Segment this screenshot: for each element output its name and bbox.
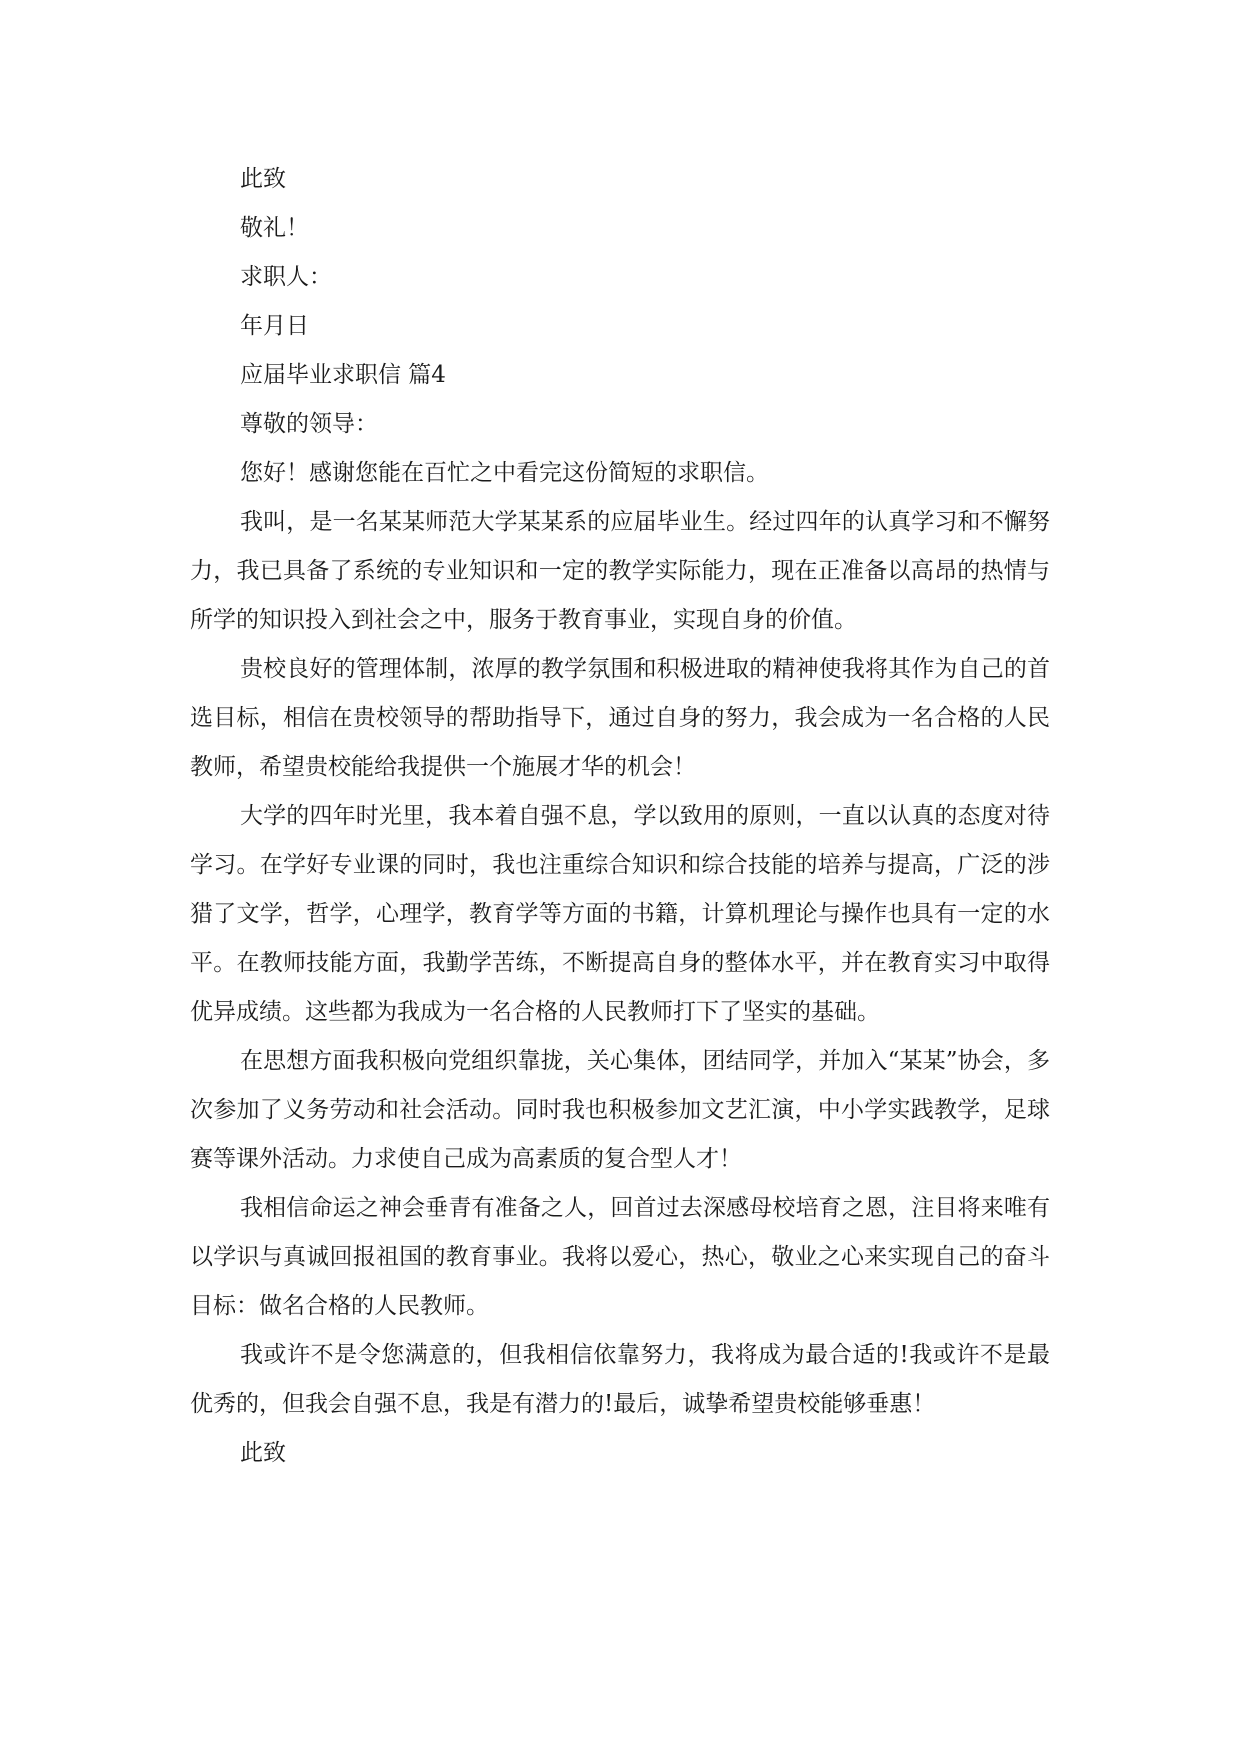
letter-body bbox=[190, 155, 1050, 1478]
greeting: 您好！感谢您能在百忙之中看完这份简短的求职信。 bbox=[240, 460, 769, 486]
salutation: 尊敬的领导： bbox=[240, 411, 378, 437]
closing-jing-li: 敬礼！ bbox=[240, 215, 309, 241]
applicant-label: 求职人： bbox=[240, 264, 332, 290]
paragraph-school: 贵校良好的管理体制，浓厚的教学氛围和积极进取的精神使我将其作为自己的首选目标，相信在贵校领导的帮助指导下，通过自身的努力，我会成为一名合格的人民教师，希望贵校能给我提供一个施展才华的机会！ bbox=[190, 656, 1050, 780]
paragraph-study: 大学的四年时光里，我本着自强不息，学以致用的原则，一直以认真的态度对待学习。在学好专业课的同时，我也注重综合知识和综合技能的培养与提高，广泛的涉猎了文学，哲学，心理学，教育学等方面的书籍，计算机理论与操作也具有一定的水平。在教师技能方面，我勤学苦练，不断提高自身的整体水平，并在教育实习中取得优异成绩。这些都为我成为一名合格的人民教师打下了坚实的基础。 bbox=[190, 803, 1050, 1025]
paragraph-closing: 我或许不是令您满意的，但我相信依靠努力，我将成为最合适的!我或许不是最优秀的，但我会自强不息，我是有潜力的!最后，诚挚希望贵校能够垂惠！ bbox=[190, 1342, 1050, 1417]
paragraph-intro: 我叫，是一名某某师范大学某某系的应届毕业生。经过四年的认真学习和不懈努力，我已具备了系统的专业知识和一定的教学实际能力，现在正准备以高昂的热情与所学的知识投入到社会之中，服务于教育事业，实现自身的价值。 bbox=[190, 509, 1050, 633]
paragraph-goal: 我相信命运之神会垂青有准备之人，回首过去深感母校培育之恩，注目将来唯有以学识与真诚回报祖国的教育事业。我将以爱心，热心，敬业之心来实现自己的奋斗目标：做名合格的人民教师。 bbox=[190, 1195, 1050, 1319]
closing-ci-zhi: 此致 bbox=[240, 166, 286, 192]
section-title: 应届毕业求职信 篇4 bbox=[240, 362, 446, 388]
closing-ci-zhi-bottom: 此致 bbox=[240, 1440, 286, 1466]
paragraph-activities: 在思想方面我积极向党组织靠拢，关心集体，团结同学，并加入“某某”协会，多次参加了义务劳动和社会活动。同时我也积极参加文艺汇演，中小学实践教学，足球赛等课外活动。力求使自己成为高素质的复合型人才！ bbox=[190, 1048, 1050, 1172]
date-label: 年月日 bbox=[240, 313, 309, 339]
